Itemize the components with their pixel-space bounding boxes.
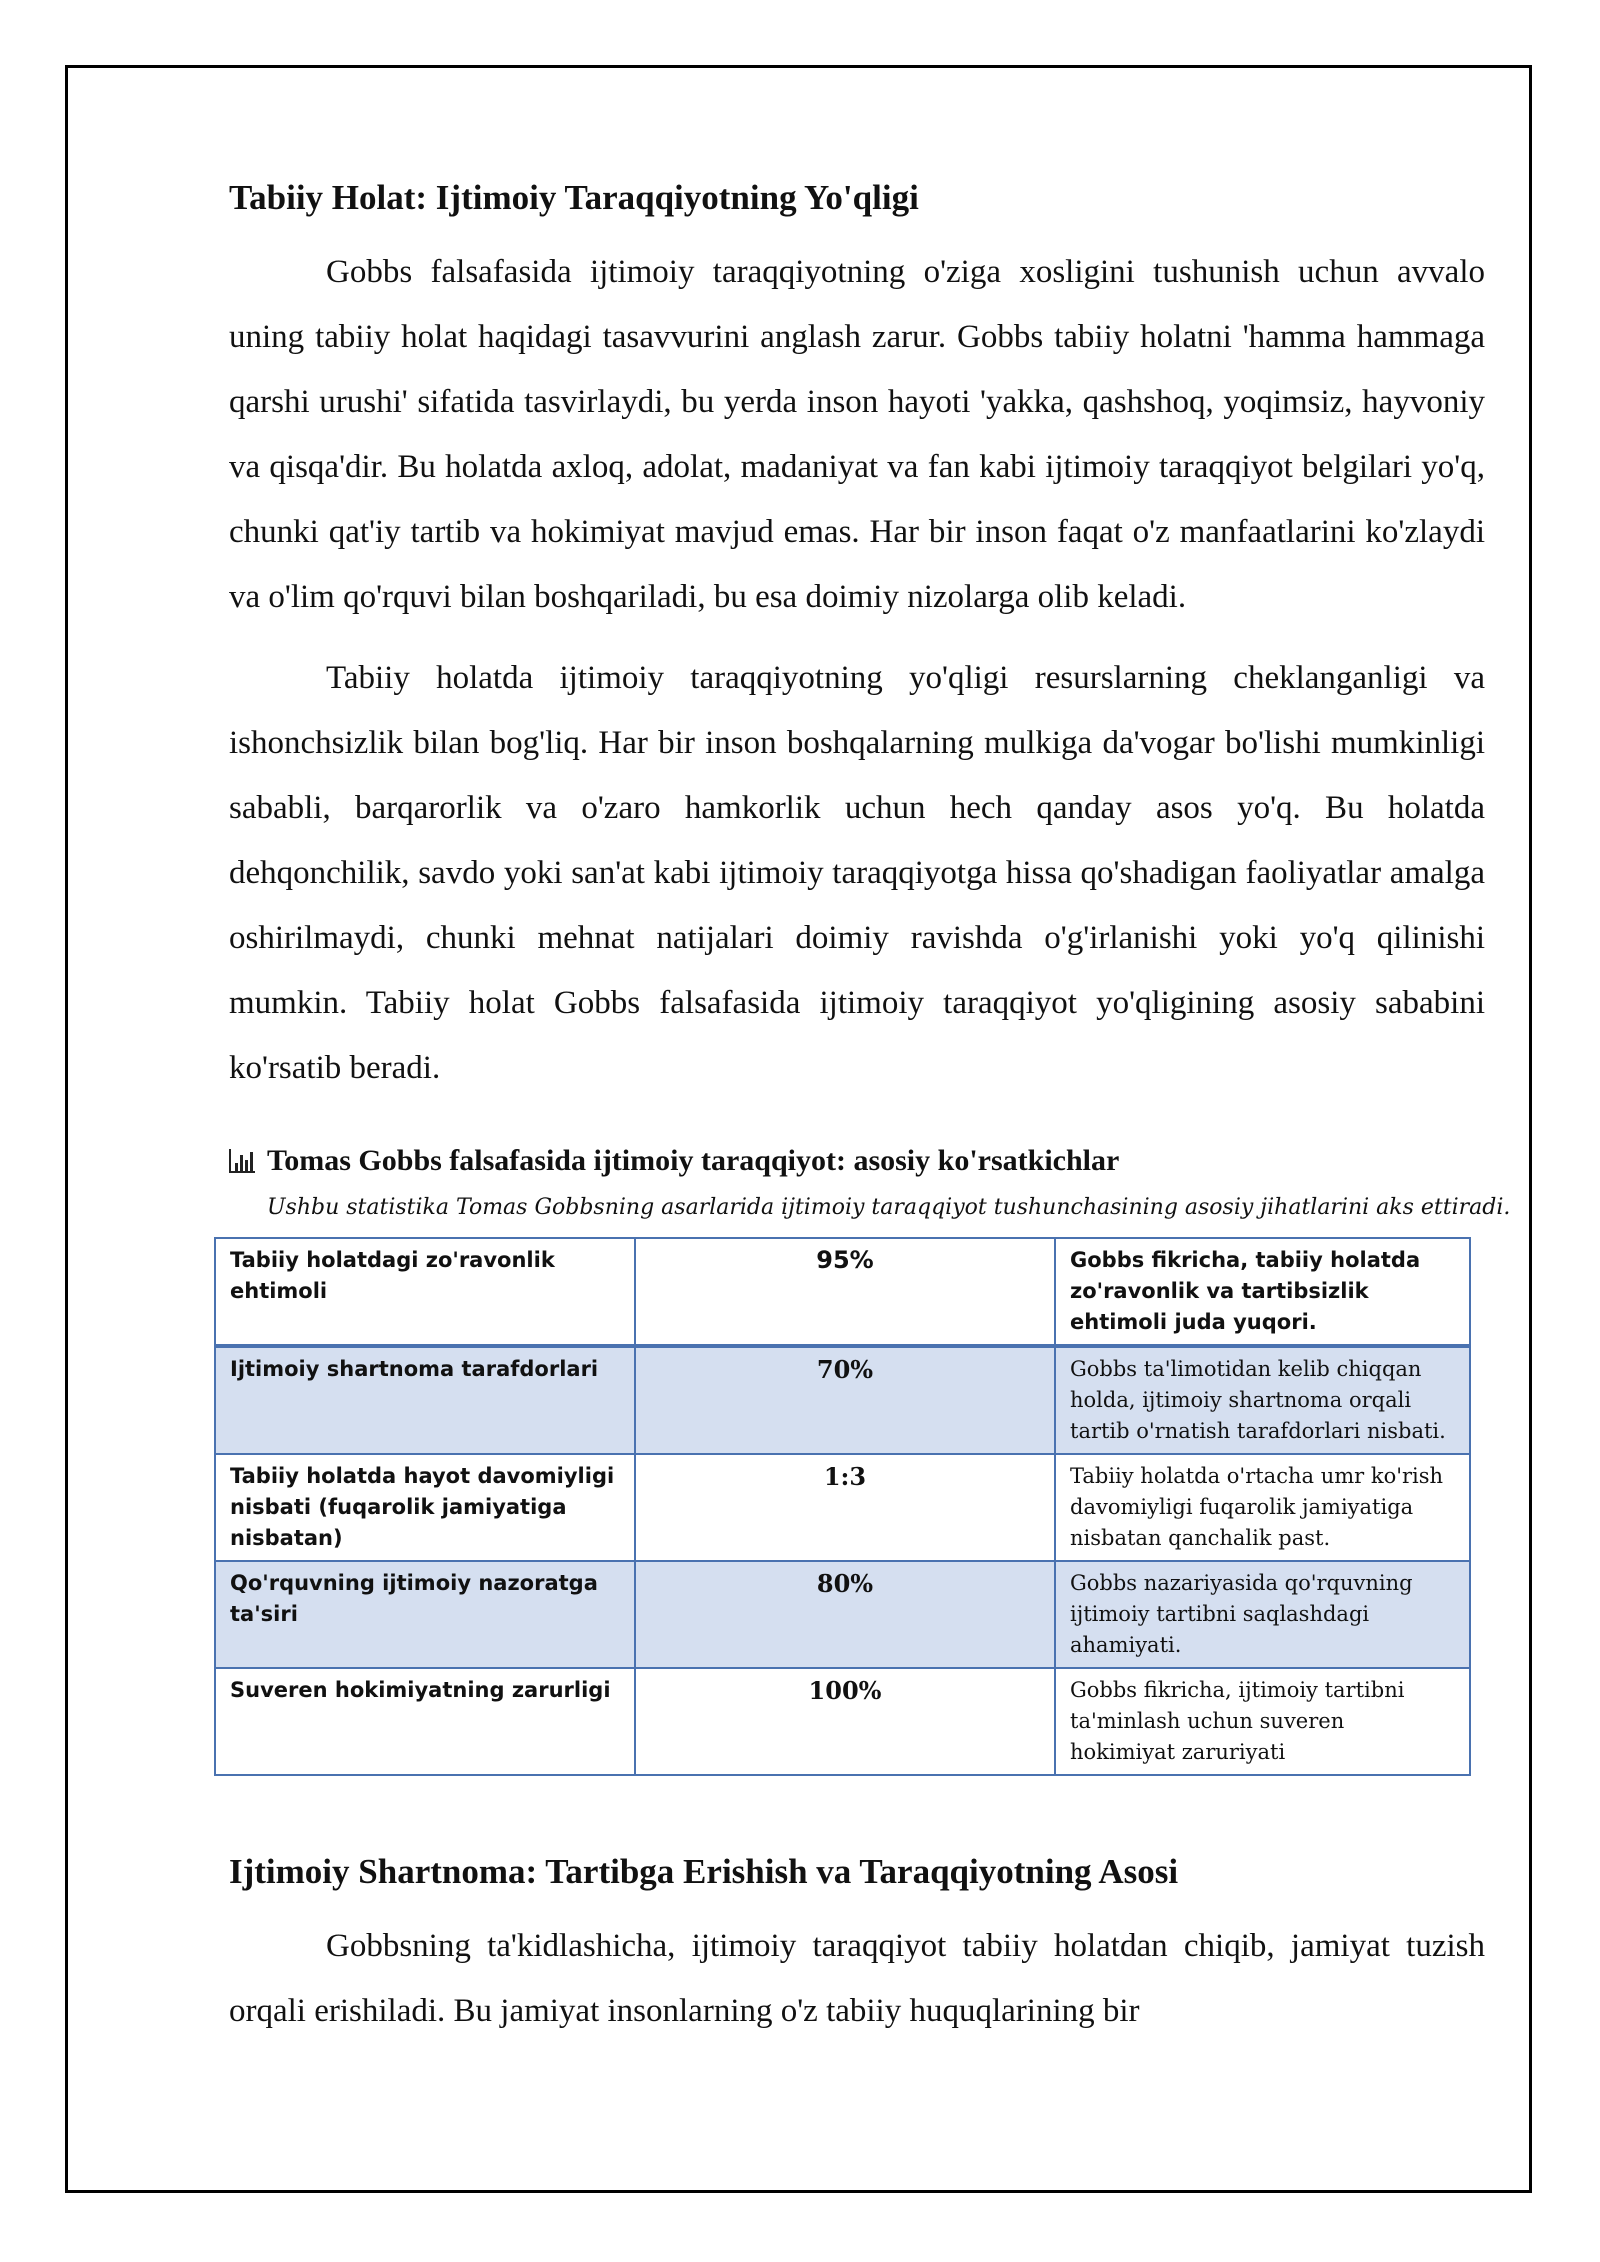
row-note: Gobbs fikricha, tabiiy holatda zo'ravonlik va tartibsizlik ehtimoli juda yuqori.: [1055, 1238, 1470, 1346]
row-label: Qo'rquvning ijtimoiy nazoratga ta'siri: [215, 1561, 635, 1668]
row-value: 80%: [635, 1561, 1055, 1668]
statistics-table: [214, 1237, 1471, 1776]
row-note: Tabiiy holatda o'rtacha umr ko'rish davomiyligi fuqarolik jamiyatiga nisbatan qanchalik past.: [1055, 1454, 1470, 1561]
table-row: [215, 1346, 1470, 1454]
table-row: [215, 1238, 1470, 1346]
row-label: Tabiiy holatda hayot davomiyligi nisbati (fuqarolik jamiyatiga nisbatan): [215, 1454, 635, 1561]
row-note: Gobbs nazariyasida qo'rquvning ijtimoiy tartibni saqlashdagi ahamiyati.: [1055, 1561, 1470, 1668]
row-note: Gobbs fikricha, ijtimoiy tartibni ta'minlash uchun suveren hokimiyat zaruriyati: [1055, 1668, 1470, 1775]
row-value: 70%: [635, 1346, 1055, 1454]
row-label: Tabiiy holatdagi zo'ravonlik ehtimoli: [215, 1238, 635, 1346]
table-row: [215, 1454, 1470, 1561]
table-row: [215, 1561, 1470, 1668]
table-title: [229, 1141, 1485, 1181]
row-label: Suveren hokimiyatning zarurligi: [215, 1668, 635, 1775]
row-value: 100%: [635, 1668, 1055, 1775]
row-note: Gobbs ta'limotidan kelib chiqqan holda, ijtimoiy shartnoma orqali tartib o'rnatish tarafdorlari nisbati.: [1055, 1346, 1470, 1454]
table-title-text: Tomas Gobbs falsafasida ijtimoiy taraqqiyot: asosiy ko'rsatkichlar: [267, 1144, 1120, 1177]
document-body: [229, 150, 1511, 2060]
paragraph: Gobbs falsafasida ijtimoiy taraqqiyotning o'ziga xosligini tushunish uchun avvalo uning tabiiy holat haqidagi tasavvurini anglash zarur. Gobbs tabiiy holatni 'hamma hammaga qarshi urushi' sifatida tasvirlaydi, bu yerda inson hayoti 'yakka, qashshoq, yoqimsiz, hayvoniy va qisqa'dir. Bu holatda axloq, adolat, madaniyat va fan kabi ijtimoiy taraqqiyot belgilari yo'q, chunki qat'iy tartib va hokimiyat mavjud emas. Har bir inson faqat o'z manfaatlarini ko'zlaydi va o'lim qo'rquvi bilan boshqariladi, bu esa doimiy nizolarga olib keladi.: [229, 254, 1485, 615]
row-label: Ijtimoiy shartnoma tarafdorlari: [215, 1346, 635, 1454]
row-value: 1:3: [635, 1454, 1055, 1561]
section-heading-natural-state: Tabiiy Holat: Ijtimoiy Taraqqiyotning Yo'qligi: [229, 178, 919, 217]
paragraph: Gobbsning ta'kidlashicha, ijtimoiy taraqqiyot tabiiy holatdan chiqib, jamiyat tuzish orqali erishiladi. Bu jamiyat insonlarning o'z tabiiy huquqlarining bir: [229, 1928, 1485, 2029]
paragraph: Tabiiy holatda ijtimoiy taraqqiyotning yo'qligi resurslarning cheklanganligi va ishonchsizlik bilan bog'liq. Har bir inson boshqalarning mulkiga da'vogar bo'lishi mumkinligi sababli, barqarorlik va o'zaro hamkorlik uchun hech qanday asos yo'q. Bu holatda dehqonchilik, savdo yoki san'at kabi ijtimoiy taraqqiyotga hissa qo'shadigan faoliyatlar amalga oshirilmaydi, chunki mehnat natijalari doimiy ravishda o'g'irlanishi yoki yo'q qilinishi mumkin. Tabiiy holat Gobbs falsafasida ijtimoiy taraqqiyot yo'qligining asosiy sababini ko'rsatib beradi.: [229, 660, 1485, 1086]
bar-chart-icon: [229, 1149, 255, 1173]
row-value: 95%: [635, 1238, 1055, 1346]
section-heading-social-contract: Ijtimoiy Shartnoma: Tartibga Erishish va Taraqqiyotning Asosi: [229, 1852, 1179, 1891]
table-row: [215, 1668, 1470, 1775]
table-subtitle: Ushbu statistika Tomas Gobbsning asarlarida ijtimoiy taraqqiyot tushunchasining asosiy jihatlarini aks ettiradi.: [267, 1195, 1511, 1220]
